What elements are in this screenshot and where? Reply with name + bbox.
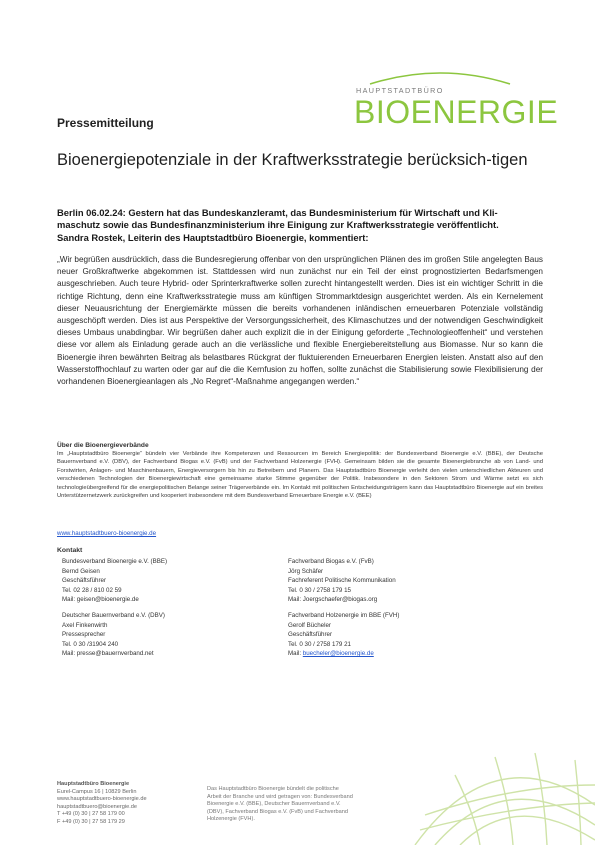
footer-fax: F +49 (0) 30 | 27 58 179 29 [57, 818, 125, 825]
contact-name: Jörg Schäfer [288, 567, 324, 575]
logo-subtitle: HAUPTSTADTBÜRO [356, 86, 444, 95]
contact-role: Fachreferent Politische Kommunikation [288, 577, 396, 585]
contact-mail-link[interactable]: buecheler@bioenergie.de [302, 650, 374, 658]
footer-description [207, 786, 377, 824]
contact-tel: Tel. 0 30 / 2758 179 21 [288, 640, 351, 648]
logo [330, 68, 559, 138]
contact-name: Axel Finkenwirth [62, 621, 108, 629]
contact-fvh [288, 611, 399, 659]
lead-line: maschutz sowie das Bundesfinanzministerium ihre Einigung zur Kraftwerksstrategie veröffentlicht. [57, 219, 499, 231]
contact-name: Gerolf Bücheler [288, 621, 331, 629]
lead-line: Berlin 06.02.24: Gestern hat das Bundeskanzleramt, das Bundesministerium für Wirtschaft und Kli- [57, 207, 498, 218]
contact-fvb [288, 557, 396, 605]
footer-org-name: Hauptstadtbüro Bioenergie [57, 781, 130, 787]
footer-desc-line: Arbeit der Branche und wird getragen von: Bundesverband [207, 793, 353, 800]
contact-bbe [62, 557, 167, 605]
page-title: Bioenergiepotenziale in der Kraftwerksstrategie berücksich-tigen [57, 151, 528, 169]
contact-title: Kontakt [57, 547, 83, 554]
lead-line: Sandra Rostek, Leiterin des Hauptstadtbüro Bioenergie, kommentiert: [57, 231, 369, 243]
contact-mail [288, 649, 399, 659]
press-release-label: Pressemitteilung [57, 116, 154, 130]
contact-org: Fachverband Biogas e.V. (FvB) [288, 558, 374, 565]
quote-paragraph: „Wir begrüßen ausdrücklich, dass die Bundesregierung offenbar von den ursprünglichen Plänen des im großen Stile angelegten Baus neuer Großkraftwerke abgekommen ist. Stattdessen wird nun zunächst nur ein Teil der einst prognostizierten Bedarfsmengen ausgeschrieben. Auch teure Hybrid- oder Sprinterkraftwerke sollen zurecht hintangestellt werden. Dies ist ein wichtiger Schritt in die richtige Richtung, denn eine Kraftwerksstrategie muss am künftigen Strommarktdesign ausgerichtet werden. Als ein Kernelement dieser Neuausrichtung der Energiemärkte müssen die bereits vorhandenen inländischen erneuerbaren Potenziale vollständig ausgeschöpft werden. Dies ist aus Perspektive der Versorgungssicherheit, des Klimaschutzes und der notwendigen Geschwindigkeit dieses Umbaus unabdingbar. Wir begrüßen daher auch explizit die in der Einigung geforderte „Technologieoffenheit“ und verstehen diese vor allem als Einladung gerade auch an die verlässliche und flexible Energiebereitstellung aus Biomasse. Nur so kann die Bioenergie ihren bewährten Beitrag als belastbares Rückgrat der fluktuierenden Erneuerbaren Energien leisten. Anstatt also auf den Wasserstoffhochlauf zu warten oder gar auf die die Kernfusion zu hoffen, sollte zunächst die Stabilisierung sowie Flexibilisierung der vorhandenen Bioenergieanlagen als „No Regret“-Maßnahme angegangen werden.“ [57, 255, 543, 387]
footer-address [57, 781, 147, 827]
contact-role: Pressesprecher [62, 631, 106, 639]
contact-tel: Tel. 02 28 / 810 02 59 [62, 586, 122, 594]
contact-role: Geschäftsführer [288, 631, 333, 639]
contact-org: Bundesverband Bioenergie e.V. (BBE) [62, 558, 168, 565]
footer-street: Eurel-Campus 16 | 10829 Berlin [57, 788, 137, 795]
about-text: Im „Hauptstadtbüro Bioenergie“ bündeln vier Verbände ihre Kompetenzen und Ressourcen im Bereich Energiepolitik: der Bundesverband Bioenergie e.V. (BBE), der Deutsche Bauernverband e.V. (DBV), der Fachverband Biogas e.V. (FvB) und der Fachverband Holzenergie (FVH). Gemeinsam bilden sie die gesamte Bioenergiebranche ab von Land- und Forstwirten, Anlagen- und Maschinenbauern, Energieversorgern bis hin zu Betreibern und Planern. Das Hauptstadtbüro Bioenergie verleiht den vielen unterschiedlichen Akteuren und verschiedenen Technologien der Bioenergiewirtschaft eine gemeinsame starke Stimme gegenüber der Politik. Insbesondere in den Sektoren Strom und Wärme setzt es sich technologieübergreifend für die energiepolitischen Belange seiner Trägerverbände ein. Im Kontakt mit politischen Entscheidungsträgern kann das Hauptstadtbüro Bioenergie auf ein breites Unterstützernetzwerk zurückgreifen und kooperiert insbesondere mit dem Bundesverband Erneuerbare Energie e.V. (BEE) [57, 451, 543, 500]
footer-website[interactable]: www.hauptstadtbuero-bioenergie.de [57, 796, 147, 803]
footer-desc-line: Bioenergie e.V. (BBE), Deutscher Bauernverband e.V. [207, 801, 341, 808]
footer-email[interactable]: hauptstadtbuero@bioenergie.de [57, 803, 138, 810]
footer-desc-line: Das Hauptstadtbüro Bioenergie bündelt die politische [207, 786, 339, 792]
about-title: Über die Bioenergieverbände [57, 442, 149, 449]
contact-mail[interactable]: Mail: geisen@bioenergie.de [62, 596, 139, 604]
contact-tel: Tel. 0 30 /31904 240 [62, 640, 119, 648]
contact-mail-prefix: Mail: [288, 650, 303, 658]
globe-icon [395, 745, 595, 845]
website-link[interactable]: www.hauptstadtbuero-bioenergie.de [57, 530, 157, 537]
contact-name: Bernd Geisen [62, 567, 100, 575]
footer-desc-line: Holzenergie (FVH). [207, 816, 255, 823]
contact-mail[interactable]: Mail: Joergschaefer@biogas.org [288, 596, 378, 604]
contact-org: Fachverband Holzenergie im BBE (FVH) [288, 612, 400, 619]
contact-dbv [62, 611, 165, 659]
contact-role: Geschäftsführer [62, 577, 107, 585]
logo-wordmark: BIOENERGIE [354, 94, 559, 130]
contact-tel: Tel. 0 30 / 2758 179 15 [288, 586, 351, 594]
footer-phone: T +49 (0) 30 | 27 58 179 00 [57, 811, 125, 818]
lead-paragraph [57, 207, 545, 244]
footer-desc-line: (DBV), Fachverband Biogas e.V. (FvB) und Fachverband [207, 808, 348, 815]
contact-org: Deutscher Bauernverband e.V. (DBV) [62, 612, 165, 619]
contact-mail[interactable]: Mail: presse@bauernverband.net [62, 650, 154, 658]
